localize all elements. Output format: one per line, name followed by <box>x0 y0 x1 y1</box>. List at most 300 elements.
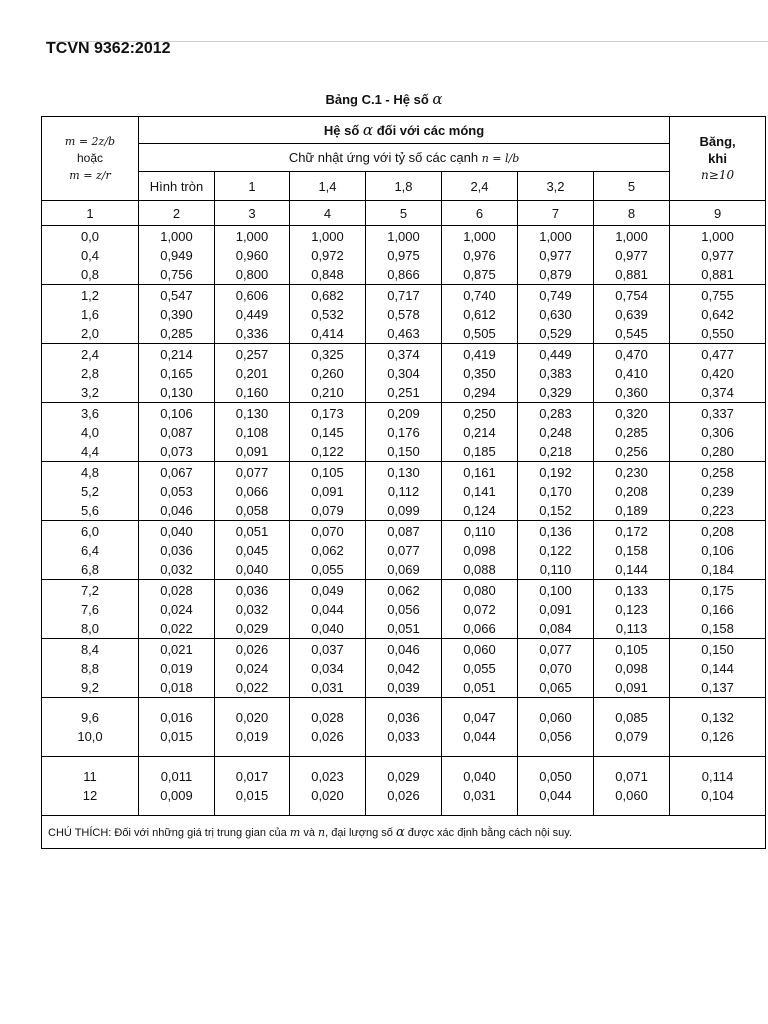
row-value-cell <box>518 757 594 816</box>
header-m-formula-1: m = 2z/b <box>64 135 116 148</box>
table-cell-value: 0,214 <box>160 346 193 362</box>
row-value-cell <box>670 521 766 580</box>
table-cell-value: 0,875 <box>463 266 496 282</box>
table-cell-value: 0,110 <box>463 523 496 539</box>
header-rule <box>46 41 768 42</box>
table-cell-value: 0,4 <box>80 247 100 263</box>
table-cell-value: 0,018 <box>160 679 193 695</box>
row-value-cell <box>290 285 366 344</box>
table-cell-value: 0,091 <box>311 483 344 499</box>
row-value-cell <box>215 285 290 344</box>
header-main-suffix: đối với các móng <box>376 123 485 138</box>
row-value-cell <box>594 639 670 698</box>
table-cell-value: 0,419 <box>463 346 496 362</box>
note-n-symbol: n <box>318 825 326 839</box>
table-cell-value: 0,047 <box>463 710 496 725</box>
column-header: 1 <box>215 172 290 201</box>
row-m-cell <box>42 698 139 757</box>
table-cell-value: 0,960 <box>235 247 269 263</box>
row-value-cell <box>442 462 518 521</box>
column-number: 5 <box>366 201 442 226</box>
table-cell-value: 5,6 <box>80 502 100 518</box>
table-cell-value: 0,184 <box>701 561 734 577</box>
table-cell-value: 7,6 <box>80 601 100 617</box>
table-cell-value: 0,173 <box>311 405 344 421</box>
row-value-cell <box>670 285 766 344</box>
table-cell-value: 0,239 <box>701 483 734 499</box>
row-value-cell <box>670 226 766 285</box>
table-cell-value: 0,080 <box>463 582 496 598</box>
table-cell-value: 0,073 <box>160 443 193 459</box>
row-value-cell <box>670 639 766 698</box>
table-cell-value: 2,8 <box>80 365 100 381</box>
row-m-cell <box>42 521 139 580</box>
table-cell-value: 0,040 <box>311 620 344 636</box>
table-cell-value: 0,210 <box>311 384 344 400</box>
table-cell-value: 0,505 <box>463 325 496 341</box>
table-cell-value: 0,152 <box>539 502 572 518</box>
table-cell-value: 0,017 <box>235 769 269 784</box>
row-value-cell <box>442 226 518 285</box>
table-cell-value: 2,4 <box>80 346 100 362</box>
row-value-cell <box>518 285 594 344</box>
column-header: 2,4 <box>442 172 518 201</box>
table-cell-value: 5,2 <box>80 483 100 499</box>
table-cell-value: 0,136 <box>539 523 572 539</box>
table-cell-value: 0,016 <box>160 710 193 725</box>
table-cell-value: 0,039 <box>387 679 420 695</box>
table-cell-value: 0,110 <box>539 561 572 577</box>
table-cell-value: 0,032 <box>160 561 193 577</box>
table-cell-value: 0,029 <box>387 769 420 784</box>
table-cell-value: 0,108 <box>235 424 269 440</box>
row-value-cell <box>670 462 766 521</box>
table-cell-value: 0,123 <box>615 601 648 617</box>
table-cell-value: 0,214 <box>463 424 496 440</box>
row-value-cell <box>366 521 442 580</box>
table-cell-value: 3,6 <box>80 405 100 421</box>
table-cell-value: 0,098 <box>615 660 648 676</box>
table-cell-value: 0,079 <box>615 729 648 744</box>
table-cell-value: 0,060 <box>539 710 572 725</box>
table-cell-value: 0,285 <box>615 424 648 440</box>
table-cell-value: 0,158 <box>701 620 734 636</box>
row-value-cell <box>594 521 670 580</box>
table-cell-value: 0,020 <box>235 710 269 725</box>
alpha-symbol: α <box>432 90 443 108</box>
table-cell-value: 0,066 <box>463 620 496 636</box>
row-value-cell <box>670 757 766 816</box>
table-cell-value: 0,972 <box>311 247 344 263</box>
table-cell-value: 0,756 <box>160 266 193 282</box>
table-cell-value: 0,028 <box>311 710 344 725</box>
table-cell-value: 0,071 <box>615 769 648 784</box>
table-cell-value: 0,306 <box>701 424 734 440</box>
row-value-cell <box>594 344 670 403</box>
table-cell-value: 0,114 <box>701 769 734 784</box>
row-value-cell <box>518 698 594 757</box>
table-cell-value: 0,088 <box>463 561 496 577</box>
row-value-cell <box>139 521 215 580</box>
table-cell-value: 0,040 <box>235 561 269 577</box>
table-cell-value: 9,2 <box>80 679 100 695</box>
table-cell-value: 1,2 <box>80 287 100 303</box>
table-cell-value: 0,055 <box>311 561 344 577</box>
header-m-formula-2: m = z/r <box>69 169 111 182</box>
table-cell-value: 0,545 <box>615 325 648 341</box>
table-cell-value: 0,350 <box>463 365 496 381</box>
table-cell-value: 0,383 <box>539 365 572 381</box>
table-cell-value: 0,112 <box>387 483 420 499</box>
table-cell-value: 0,022 <box>235 679 269 695</box>
table-cell-value: 1,000 <box>235 228 269 244</box>
row-value-cell <box>594 462 670 521</box>
row-value-cell <box>594 226 670 285</box>
alpha-coefficient-table <box>41 116 766 849</box>
table-cell-value: 0,040 <box>463 769 496 784</box>
table-cell-value: 0,044 <box>311 601 344 617</box>
table-cell-value: 0,024 <box>160 601 193 617</box>
table-cell-value: 0,062 <box>387 582 420 598</box>
table-cell-value: 0,208 <box>701 523 734 539</box>
row-value-cell <box>518 226 594 285</box>
table-cell-value: 3,2 <box>80 384 100 400</box>
table-cell-value: 0,070 <box>539 660 572 676</box>
table-cell-value: 0,879 <box>539 266 572 282</box>
table-cell-value: 0,084 <box>539 620 572 636</box>
row-value-cell <box>215 757 290 816</box>
row-value-cell <box>215 403 290 462</box>
table-cell-value: 0,046 <box>160 502 193 518</box>
table-cell-value: 0,065 <box>539 679 572 695</box>
table-cell-value: 0,170 <box>539 483 572 499</box>
row-value-cell <box>594 403 670 462</box>
header-m-cell <box>42 117 139 201</box>
table-cell-value: 0,031 <box>311 679 344 695</box>
table-cell-value: 0,8 <box>80 266 100 282</box>
table-cell-value: 0,337 <box>701 405 734 421</box>
table-cell-value: 6,0 <box>80 523 100 539</box>
table-cell-value: 0,256 <box>615 443 648 459</box>
table-cell-value: 0,042 <box>387 660 420 676</box>
row-value-cell <box>518 580 594 639</box>
header-strip-line3: n≥10 <box>701 168 735 182</box>
table-cell-value: 0,011 <box>160 769 193 784</box>
row-value-cell <box>215 462 290 521</box>
table-cell-value: 0,529 <box>539 325 572 341</box>
table-cell-value: 0,009 <box>160 788 193 803</box>
row-value-cell <box>366 285 442 344</box>
note-text-3: được xác định bằng cách nội suy. <box>407 826 572 839</box>
table-cell-value: 4,4 <box>80 443 100 459</box>
table-cell-value: 12 <box>82 788 98 803</box>
table-cell-value: 0,463 <box>387 325 420 341</box>
table-cell-value: 0,055 <box>463 660 496 676</box>
table-cell-value: 0,325 <box>311 346 344 362</box>
table-cell-value: 0,150 <box>387 443 420 459</box>
table-cell-value: 0,374 <box>387 346 420 362</box>
column-number: 9 <box>670 201 766 226</box>
table-cell-value: 0,099 <box>387 502 420 518</box>
column-headers-row <box>42 172 766 201</box>
table-cell-value: 0,749 <box>539 287 572 303</box>
row-value-cell <box>594 285 670 344</box>
table-cell-value: 0,639 <box>615 306 648 322</box>
table-cell-value: 0,026 <box>387 788 420 803</box>
table-cell-value: 0,053 <box>160 483 193 499</box>
table-cell-value: 0,046 <box>387 641 420 657</box>
table-cell-value: 0,189 <box>615 502 648 518</box>
table-cell-value: 0,113 <box>615 620 648 636</box>
table-cell-value: 0,023 <box>311 769 344 784</box>
row-value-cell <box>518 344 594 403</box>
table-cell-value: 0,056 <box>539 729 572 744</box>
table-cell-value: 0,172 <box>615 523 648 539</box>
row-m-cell <box>42 757 139 816</box>
row-value-cell <box>670 580 766 639</box>
row-m-cell <box>42 639 139 698</box>
table-cell-value: 0,044 <box>463 729 496 744</box>
table-cell-value: 0,740 <box>463 287 496 303</box>
row-value-cell <box>366 580 442 639</box>
table-cell-value: 8,4 <box>80 641 100 657</box>
table-cell-value: 0,104 <box>701 788 734 803</box>
table-cell-value: 0,049 <box>311 582 344 598</box>
table-cell-value: 0,606 <box>235 287 269 303</box>
table-cell-value: 0,612 <box>463 306 496 322</box>
table-cell-value: 0,079 <box>311 502 344 518</box>
row-m-cell <box>42 403 139 462</box>
row-value-cell <box>290 226 366 285</box>
note-alpha-symbol: α <box>395 824 405 840</box>
table-cell-value: 4,0 <box>80 424 100 440</box>
row-value-cell <box>290 580 366 639</box>
table-cell-value: 0,449 <box>235 306 269 322</box>
table-cell-value: 0,070 <box>311 523 344 539</box>
table-cell-value: 0,682 <box>311 287 344 303</box>
row-value-cell <box>290 344 366 403</box>
table-cell-value: 10,0 <box>77 729 103 744</box>
note-text-2: , đại lượng số <box>325 826 393 839</box>
table-cell-value: 0,133 <box>615 582 648 598</box>
table-cell-value: 0,077 <box>387 542 420 558</box>
row-value-cell <box>290 462 366 521</box>
table-cell-value: 0,976 <box>463 247 496 263</box>
table-cell-value: 0,550 <box>701 325 734 341</box>
table-cell-value: 1,000 <box>311 228 344 244</box>
table-cell-value: 0,320 <box>615 405 648 421</box>
table-cell-value: 0,209 <box>387 405 420 421</box>
table-cell-value: 0,122 <box>539 542 572 558</box>
table-cell-value: 1,000 <box>387 228 420 244</box>
column-number: 4 <box>290 201 366 226</box>
row-value-cell <box>670 698 766 757</box>
table-cell-value: 6,4 <box>80 542 100 558</box>
table-cell-value: 0,260 <box>311 365 344 381</box>
row-value-cell <box>290 403 366 462</box>
table-cell-value: 0,021 <box>160 641 193 657</box>
row-m-cell <box>42 462 139 521</box>
table-cell-value: 0,062 <box>311 542 344 558</box>
header-sub-text: Chữ nhật ứng với tỷ số các cạnh <box>288 150 479 165</box>
table-cell-value: 0,020 <box>311 788 344 803</box>
table-cell-value: 0,051 <box>235 523 269 539</box>
table-cell-value: 0,250 <box>463 405 496 421</box>
table-cell-value: 0,285 <box>160 325 193 341</box>
table-cell-value: 0,106 <box>160 405 193 421</box>
table-cell-value: 0,124 <box>463 502 496 518</box>
header-sub-formula: n = l/b <box>481 152 520 165</box>
column-header: 3,2 <box>518 172 594 201</box>
table-cell-value: 0,201 <box>235 365 269 381</box>
table-cell-value: 0,144 <box>701 660 734 676</box>
row-m-cell <box>42 285 139 344</box>
header-strip-cell <box>670 117 766 201</box>
table-cell-value: 0,304 <box>387 365 420 381</box>
table-row <box>42 285 766 344</box>
column-number: 3 <box>215 201 290 226</box>
table-cell-value: 0,091 <box>615 679 648 695</box>
table-cell-value: 0,015 <box>235 788 269 803</box>
row-value-cell <box>139 285 215 344</box>
row-value-cell <box>366 639 442 698</box>
table-cell-value: 0,144 <box>615 561 648 577</box>
column-number: 6 <box>442 201 518 226</box>
table-cell-value: 0,085 <box>615 710 648 725</box>
row-value-cell <box>215 580 290 639</box>
table-cell-value: 0,087 <box>160 424 193 440</box>
table-cell-value: 0,185 <box>463 443 496 459</box>
table-cell-value: 0,547 <box>160 287 193 303</box>
table-cell-value: 1,000 <box>160 228 193 244</box>
table-cell-value: 0,031 <box>463 788 496 803</box>
table-cell-value: 0,223 <box>701 502 734 518</box>
row-value-cell <box>594 580 670 639</box>
table-cell-value: 0,106 <box>701 542 734 558</box>
table-cell-value: 0,161 <box>463 464 496 480</box>
row-value-cell <box>366 462 442 521</box>
table-cell-value: 0,410 <box>615 365 648 381</box>
table-cell-value: 0,165 <box>160 365 193 381</box>
table-cell-value: 0,470 <box>615 346 648 362</box>
table-cell-value: 0,975 <box>387 247 420 263</box>
header-strip-line1: Băng, <box>699 134 736 149</box>
table-cell-value: 0,036 <box>387 710 420 725</box>
row-value-cell <box>290 698 366 757</box>
table-cell-value: 0,160 <box>235 384 269 400</box>
table-row <box>42 521 766 580</box>
row-value-cell <box>215 521 290 580</box>
table-cell-value: 0,166 <box>701 601 734 617</box>
table-cell-value: 0,866 <box>387 266 420 282</box>
table-cell-value: 0,283 <box>539 405 572 421</box>
table-cell-value: 0,024 <box>235 660 269 676</box>
row-value-cell <box>139 698 215 757</box>
table-cell-value: 0,132 <box>701 710 734 725</box>
row-value-cell <box>139 757 215 816</box>
table-cell-value: 8,0 <box>80 620 100 636</box>
column-number: 7 <box>518 201 594 226</box>
table-cell-value: 0,977 <box>539 247 572 263</box>
row-value-cell <box>594 757 670 816</box>
row-value-cell <box>366 757 442 816</box>
row-value-cell <box>290 757 366 816</box>
table-cell-value: 0,098 <box>463 542 496 558</box>
column-header: Hình tròn <box>139 172 215 201</box>
row-value-cell <box>215 698 290 757</box>
table-cell-value: 0,044 <box>539 788 572 803</box>
table-cell-value: 1,000 <box>539 228 572 244</box>
row-m-cell <box>42 344 139 403</box>
table-row <box>42 639 766 698</box>
row-value-cell <box>139 226 215 285</box>
table-cell-value: 0,069 <box>387 561 420 577</box>
header-main-prefix: Hệ số <box>323 123 360 138</box>
table-cell-value: 0,754 <box>615 287 648 303</box>
table-cell-value: 0,019 <box>235 729 269 744</box>
row-value-cell <box>290 639 366 698</box>
table-cell-value: 0,091 <box>539 601 572 617</box>
table-cell-value: 0,755 <box>701 287 734 303</box>
table-cell-value: 0,145 <box>311 424 344 440</box>
table-cell-value: 0,449 <box>539 346 572 362</box>
table-cell-value: 0,022 <box>160 620 193 636</box>
column-header: 5 <box>594 172 670 201</box>
row-value-cell <box>442 580 518 639</box>
row-value-cell <box>366 226 442 285</box>
row-value-cell <box>518 521 594 580</box>
table-cell-value: 0,251 <box>387 384 420 400</box>
row-value-cell <box>442 521 518 580</box>
table-cell-value: 0,029 <box>235 620 269 636</box>
table-cell-value: 0,037 <box>311 641 344 657</box>
row-value-cell <box>215 226 290 285</box>
note-and: và <box>303 826 315 839</box>
table-cell-value: 0,257 <box>235 346 269 362</box>
table-cell-value: 0,208 <box>615 483 648 499</box>
row-value-cell <box>518 639 594 698</box>
row-value-cell <box>366 403 442 462</box>
row-value-cell <box>442 757 518 816</box>
table-cell-value: 0,258 <box>701 464 734 480</box>
row-value-cell <box>366 698 442 757</box>
table-cell-value: 6,8 <box>80 561 100 577</box>
table-cell-value: 0,977 <box>615 247 648 263</box>
row-value-cell <box>290 521 366 580</box>
row-value-cell <box>139 462 215 521</box>
table-cell-value: 0,630 <box>539 306 572 322</box>
table-row <box>42 698 766 757</box>
table-cell-value: 0,360 <box>615 384 648 400</box>
table-cell-value: 0,130 <box>235 405 269 421</box>
table-cell-value: 0,420 <box>701 365 734 381</box>
table-cell-value: 0,015 <box>160 729 193 744</box>
table-cell-value: 0,848 <box>311 266 344 282</box>
table-cell-value: 0,949 <box>160 247 193 263</box>
row-value-cell <box>670 344 766 403</box>
table-cell-value: 0,390 <box>160 306 193 322</box>
document-code: TCVN 9362:2012 <box>46 40 171 57</box>
header-sub-cell <box>139 144 670 172</box>
row-value-cell <box>139 639 215 698</box>
table-body <box>42 226 766 816</box>
column-number: 8 <box>594 201 670 226</box>
row-value-cell <box>518 403 594 462</box>
table-cell-value: 0,176 <box>387 424 420 440</box>
table-cell-value: 0,130 <box>160 384 193 400</box>
table-cell-value: 0,374 <box>701 384 734 400</box>
row-value-cell <box>594 698 670 757</box>
